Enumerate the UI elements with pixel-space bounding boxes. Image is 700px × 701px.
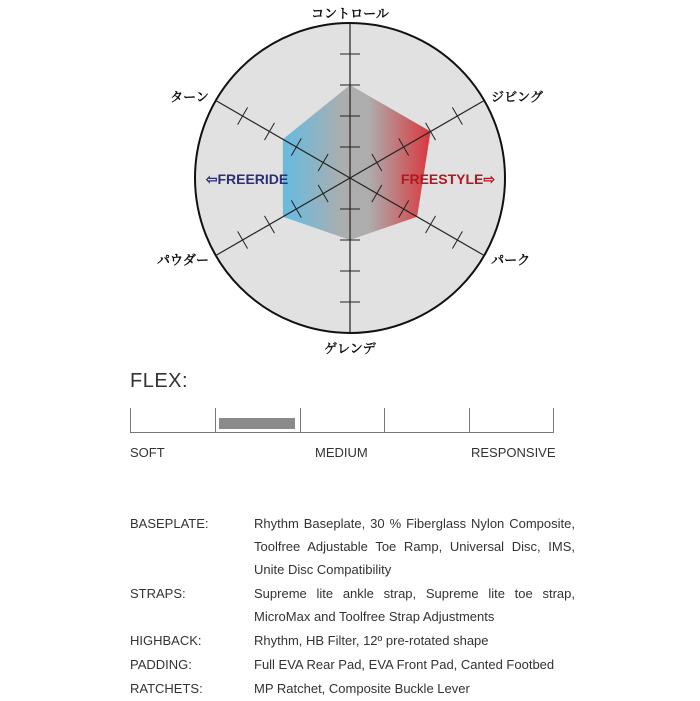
spec-row-straps: [130, 582, 575, 628]
spec-value: Rhythm, HB Filter, 12º pre-rotated shape: [254, 629, 575, 652]
flex-title: FLEX:: [130, 370, 188, 393]
spec-key: BASEPLATE:: [130, 512, 254, 581]
freeride-label: ⇦FREERIDE: [205, 171, 289, 187]
flex-label-soft: SOFT: [130, 445, 165, 460]
freestyle-label: FREESTYLE⇨: [401, 171, 495, 187]
flex-tick: [130, 408, 131, 433]
spec-value: MP Ratchet, Composite Buckle Lever: [254, 677, 575, 700]
spec-value: Rhythm Baseplate, 30 % Fiberglass Nylon Composite, Toolfree Adjustable Toe Ramp, Universal Disc, IMS, Unite Disc Compatibility: [254, 512, 575, 581]
spec-row-highback: [130, 629, 575, 652]
spec-key: PADDING:: [130, 653, 254, 676]
flex-tick: [553, 408, 554, 433]
flex-scale: [130, 408, 554, 433]
spec-key: RATCHETS:: [130, 677, 254, 700]
spec-row-padding: [130, 653, 575, 676]
spec-row-baseplate: [130, 512, 575, 581]
flex-tick: [469, 408, 470, 433]
spec-table: [130, 512, 575, 701]
spec-key: STRAPS:: [130, 582, 254, 628]
axis-label-3: ゲレンデ: [324, 342, 376, 357]
flex-label-medium: MEDIUM: [315, 445, 368, 460]
flex-tick: [300, 408, 301, 433]
spec-key: HIGHBACK:: [130, 629, 254, 652]
flex-indicator-bar: [219, 418, 295, 429]
axis-label-5: ターン: [170, 91, 209, 106]
axis-label-1: ジビング: [491, 91, 544, 106]
axis-label-4: パウダー: [157, 253, 209, 269]
spec-value: Full EVA Rear Pad, EVA Front Pad, Canted Footbed: [254, 653, 575, 676]
flex-baseline: [130, 432, 554, 433]
flex-label-responsive: RESPONSIVE: [471, 445, 556, 460]
axis-label-2: パーク: [491, 254, 530, 269]
flex-tick: [215, 408, 216, 433]
spec-row-ratchets: [130, 677, 575, 700]
flex-tick: [384, 408, 385, 433]
axis-label-0: コントロール: [311, 7, 390, 22]
spec-value: Supreme lite ankle strap, Supreme lite toe strap, MicroMax and Toolfree Strap Adjustments: [254, 582, 575, 628]
